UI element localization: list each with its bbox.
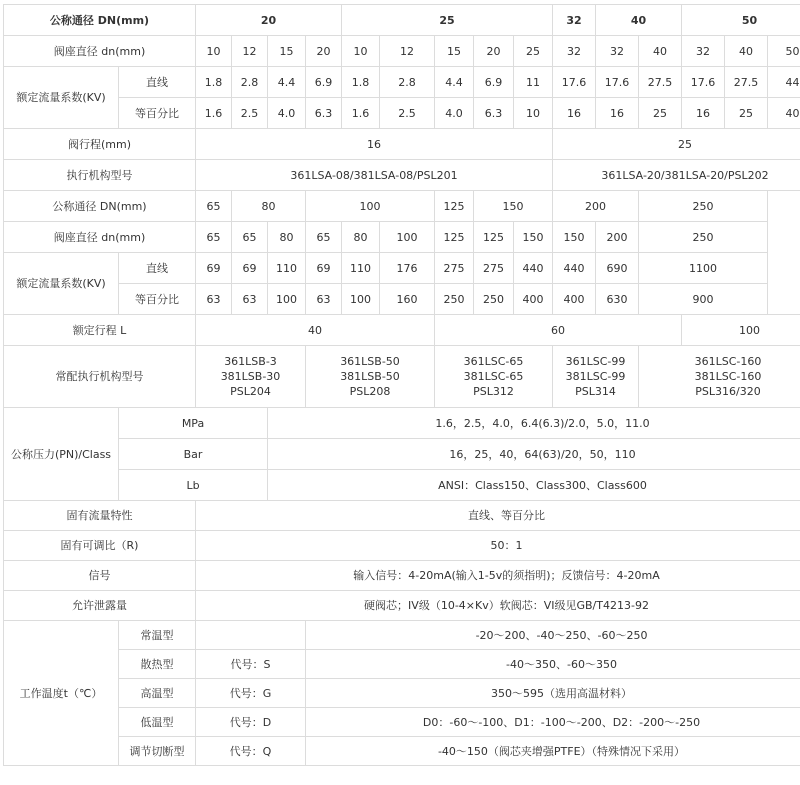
t2-seat-cell: 200 [596, 222, 639, 253]
temperature-code: 代号：Q [196, 737, 306, 766]
temperature-code: 代号：D [196, 708, 306, 737]
property-label: 固有流量特性 [4, 501, 196, 531]
t1-eqp-cell: 6.3 [474, 98, 514, 129]
t2-eqp-cell: 250 [474, 284, 514, 315]
t1-seat-cell: 20 [306, 36, 342, 67]
property-row [4, 591, 800, 621]
temperature-value: 350～595（选用高温材料） [306, 679, 800, 708]
t2-eqp-cell: 160 [380, 284, 435, 315]
t2-dn-150: 150 [474, 191, 553, 222]
t2-linear-cell: 1100 [639, 253, 768, 284]
t1-kv-label: 额定流量系数(KV) [4, 67, 119, 129]
t1-dn-32: 32 [553, 5, 596, 36]
t2-actuator-row [4, 346, 800, 408]
t1-dn-40: 40 [596, 5, 682, 36]
t1-seat-cell: 32 [553, 36, 596, 67]
t1-seat-cell: 10 [342, 36, 380, 67]
t2-linear-cell: 176 [380, 253, 435, 284]
pressure-label: 公称压力(PN)/Class [4, 408, 119, 501]
t1-seat-row [4, 36, 800, 67]
t1-seat-cell: 50 [768, 36, 800, 67]
t2-eqp-cell: 63 [196, 284, 232, 315]
temperature-type: 高温型 [119, 679, 196, 708]
t2-eqp-cell: 63 [232, 284, 268, 315]
t2-eqp-row [4, 284, 800, 315]
t1-dn-50: 50 [682, 5, 800, 36]
t1-seat-cell: 40 [639, 36, 682, 67]
t2-linear-cell: 275 [435, 253, 474, 284]
t2-linear-cell: 275 [474, 253, 514, 284]
property-row [4, 561, 800, 591]
t1-seat-label: 阀座直径 dn(mm) [4, 36, 196, 67]
t1-seat-cell: 10 [196, 36, 232, 67]
actuator-model: 381LSC-99 [565, 370, 626, 383]
t1-linear-cell: 4.4 [435, 67, 474, 98]
t2-eqp-cell: 100 [268, 284, 306, 315]
temperature-type: 散热型 [119, 650, 196, 679]
t1-linear-cell: 1.8 [196, 67, 232, 98]
t1-eqp-cell: 16 [682, 98, 725, 129]
t1-eqp-cell: 2.5 [380, 98, 435, 129]
t2-dn-125: 125 [435, 191, 474, 222]
t2-stroke-row [4, 315, 800, 346]
temperature-row [4, 621, 800, 650]
t2-eqp-cell: 400 [553, 284, 596, 315]
actuator-model: 381LSC-160 [694, 370, 762, 383]
t1-seat-cell: 20 [474, 36, 514, 67]
actuator-model: PSL316/320 [695, 385, 761, 398]
t2-seat-label: 阀座直径 dn(mm) [4, 222, 196, 253]
property-value: 50：1 [196, 531, 800, 561]
t1-eqp-cell: 2.5 [232, 98, 268, 129]
t2-seat-cell: 80 [268, 222, 306, 253]
t1-eqp-cell: 4.0 [435, 98, 474, 129]
t2-seat-cell: 125 [435, 222, 474, 253]
t2-seat-cell: 80 [342, 222, 380, 253]
actuator-model: 361LSC-99 [565, 355, 626, 368]
t1-seat-cell: 25 [514, 36, 553, 67]
temperature-type: 低温型 [119, 708, 196, 737]
t2-seat-cell: 65 [232, 222, 268, 253]
t1-linear-cell: 2.8 [232, 67, 268, 98]
t2-actuator-group-3 [435, 346, 553, 408]
t1-eqp-cell: 4.0 [268, 98, 306, 129]
temperature-label: 工作温度t（℃） [4, 621, 119, 766]
t1-linear-cell: 11 [514, 67, 553, 98]
actuator-model: 361LSC-160 [694, 355, 762, 368]
temperature-type: 调节切断型 [119, 737, 196, 766]
t1-seat-cell: 32 [596, 36, 639, 67]
actuator-model: 361LSC-65 [463, 355, 524, 368]
t1-linear-cell: 2.8 [380, 67, 435, 98]
t1-linear-cell: 17.6 [682, 67, 725, 98]
property-value: 硬阀芯；IV级（10-4×Kv）软阀芯：VI级见GB/T4213-92 [196, 591, 800, 621]
t2-actuator-group-5 [639, 346, 800, 408]
temperature-row [4, 708, 800, 737]
t1-eqp-cell: 1.6 [196, 98, 232, 129]
t1-stroke-16: 16 [196, 129, 553, 160]
temperature-value: -40～150（阀芯夹增强PTFE）（特殊情况下采用） [306, 737, 800, 766]
actuator-model: 381LSB-50 [340, 370, 400, 383]
t2-seat-cell: 65 [306, 222, 342, 253]
t2-linear-cell: 69 [196, 253, 232, 284]
t1-dn-label: 公称通径 DN(mm) [4, 5, 196, 36]
temperature-value: -40～350、-60～350 [306, 650, 800, 679]
t2-stroke-label: 额定行程 L [4, 315, 196, 346]
t1-seat-cell: 12 [232, 36, 268, 67]
t2-stroke-60: 60 [435, 315, 682, 346]
t1-eqp-cell: 40 [768, 98, 800, 129]
t2-eqp-cell: 63 [306, 284, 342, 315]
t2-seat-row [4, 222, 800, 253]
temperature-code [196, 621, 306, 650]
t2-linear-cell: 440 [514, 253, 553, 284]
t1-actuator-row [4, 160, 800, 191]
t1-linear-label: 直线 [119, 67, 196, 98]
property-label: 信号 [4, 561, 196, 591]
actuator-model: PSL312 [473, 385, 514, 398]
t2-eqp-label: 等百分比 [119, 284, 196, 315]
t1-eqp-cell: 1.6 [342, 98, 380, 129]
property-value: 输入信号：4-20mA(输入1-5v的须指明)；反馈信号：4-20mA [196, 561, 800, 591]
t2-dn-80: 80 [232, 191, 306, 222]
t2-dn-250: 250 [639, 191, 768, 222]
t1-stroke-25: 25 [553, 129, 800, 160]
t1-eqp-row [4, 98, 800, 129]
property-value: 直线、等百分比 [196, 501, 800, 531]
t2-actuator-group-1 [196, 346, 306, 408]
t2-linear-cell: 69 [306, 253, 342, 284]
t1-eqp-cell: 16 [596, 98, 639, 129]
t1-actuator-large: 361LSA-20/381LSA-20/PSL202 [553, 160, 800, 191]
t1-linear-cell: 6.9 [306, 67, 342, 98]
property-row [4, 531, 800, 561]
t2-dn-row [4, 191, 800, 222]
t1-eqp-cell: 10 [514, 98, 553, 129]
t1-linear-cell: 6.9 [474, 67, 514, 98]
t2-linear-label: 直线 [119, 253, 196, 284]
t1-seat-cell: 40 [725, 36, 768, 67]
t1-dn-20: 20 [196, 5, 342, 36]
t2-kv-label: 额定流量系数(KV) [4, 253, 119, 315]
t2-seat-cell: 150 [514, 222, 553, 253]
t2-eqp-cell: 250 [435, 284, 474, 315]
temperature-code: 代号：S [196, 650, 306, 679]
property-row [4, 501, 800, 531]
t1-linear-cell: 4.4 [268, 67, 306, 98]
t2-seat-cell: 250 [639, 222, 768, 253]
t2-actuator-label: 常配执行机构型号 [4, 346, 196, 408]
pressure-row-mpa [4, 408, 800, 439]
temperature-code: 代号：G [196, 679, 306, 708]
t1-dn-25: 25 [342, 5, 553, 36]
property-label: 固有可调比（R) [4, 531, 196, 561]
t1-linear-cell: 17.6 [553, 67, 596, 98]
t1-eqp-cell: 25 [725, 98, 768, 129]
actuator-model: 381LSC-65 [463, 370, 524, 383]
t1-linear-row [4, 67, 800, 98]
t2-dn-100: 100 [306, 191, 435, 222]
t1-actuator-small: 361LSA-08/381LSA-08/PSL201 [196, 160, 553, 191]
t1-eqp-cell: 6.3 [306, 98, 342, 129]
t2-eqp-cell: 100 [342, 284, 380, 315]
t1-stroke-row [4, 129, 800, 160]
t2-dn-200: 200 [553, 191, 639, 222]
actuator-model: PSL314 [575, 385, 616, 398]
t2-linear-cell: 440 [553, 253, 596, 284]
t1-seat-cell: 12 [380, 36, 435, 67]
pressure-row-lb [4, 470, 800, 501]
t2-stroke-40: 40 [196, 315, 435, 346]
t1-dn-row [4, 5, 800, 36]
t1-seat-cell: 15 [268, 36, 306, 67]
t2-linear-cell: 69 [232, 253, 268, 284]
t1-eqp-label: 等百分比 [119, 98, 196, 129]
t2-seat-cell: 125 [474, 222, 514, 253]
temperature-type: 常温型 [119, 621, 196, 650]
t2-linear-cell: 110 [268, 253, 306, 284]
actuator-model: 361LSB-50 [340, 355, 400, 368]
t1-seat-cell: 15 [435, 36, 474, 67]
pressure-unit: Bar [119, 439, 268, 470]
t1-linear-cell: 44 [768, 67, 800, 98]
t1-eqp-cell: 16 [553, 98, 596, 129]
t2-linear-cell: 110 [342, 253, 380, 284]
t2-seat-cell: 150 [553, 222, 596, 253]
pressure-value: 1.6，2.5，4.0，6.4(6.3)/2.0，5.0，11.0 [268, 408, 800, 439]
pressure-row-bar [4, 439, 800, 470]
t2-seat-cell: 65 [196, 222, 232, 253]
t1-linear-cell: 1.8 [342, 67, 380, 98]
actuator-model: PSL208 [349, 385, 391, 398]
t2-actuator-group-2 [306, 346, 435, 408]
t2-dn-65: 65 [196, 191, 232, 222]
pressure-value: 16，25，40，64(63)/20，50，110 [268, 439, 800, 470]
t2-actuator-group-4 [553, 346, 639, 408]
actuator-model: PSL204 [230, 385, 271, 398]
t2-eqp-cell: 900 [639, 284, 768, 315]
temperature-value: -20～200、-40～250、-60～250 [306, 621, 800, 650]
t1-linear-cell: 27.5 [725, 67, 768, 98]
property-label: 允许泄露量 [4, 591, 196, 621]
t1-seat-cell: 32 [682, 36, 725, 67]
t2-dn-label: 公称通径 DN(mm) [4, 191, 196, 222]
t1-linear-cell: 17.6 [596, 67, 639, 98]
t2-linear-cell: 690 [596, 253, 639, 284]
actuator-model: 361LSB-3 [224, 355, 277, 368]
temperature-row [4, 679, 800, 708]
t2-eqp-cell: 400 [514, 284, 553, 315]
temperature-row [4, 737, 800, 766]
t1-linear-cell: 27.5 [639, 67, 682, 98]
actuator-model: 381LSB-30 [220, 370, 281, 383]
t2-eqp-cell: 630 [596, 284, 639, 315]
t1-eqp-cell: 25 [639, 98, 682, 129]
t1-actuator-label: 执行机构型号 [4, 160, 196, 191]
pressure-unit: MPa [119, 408, 268, 439]
valve-spec-table [3, 4, 800, 766]
temperature-row [4, 650, 800, 679]
t1-stroke-label: 阀行程(mm) [4, 129, 196, 160]
temperature-value: D0：-60～-100、D1：-100～-200、D2：-200～-250 [306, 708, 800, 737]
t2-stroke-100: 100 [682, 315, 800, 346]
pressure-value: ANSI：Class150、Class300、Class600 [268, 470, 800, 501]
pressure-unit: Lb [119, 470, 268, 501]
t2-seat-cell: 100 [380, 222, 435, 253]
t2-linear-row [4, 253, 800, 284]
